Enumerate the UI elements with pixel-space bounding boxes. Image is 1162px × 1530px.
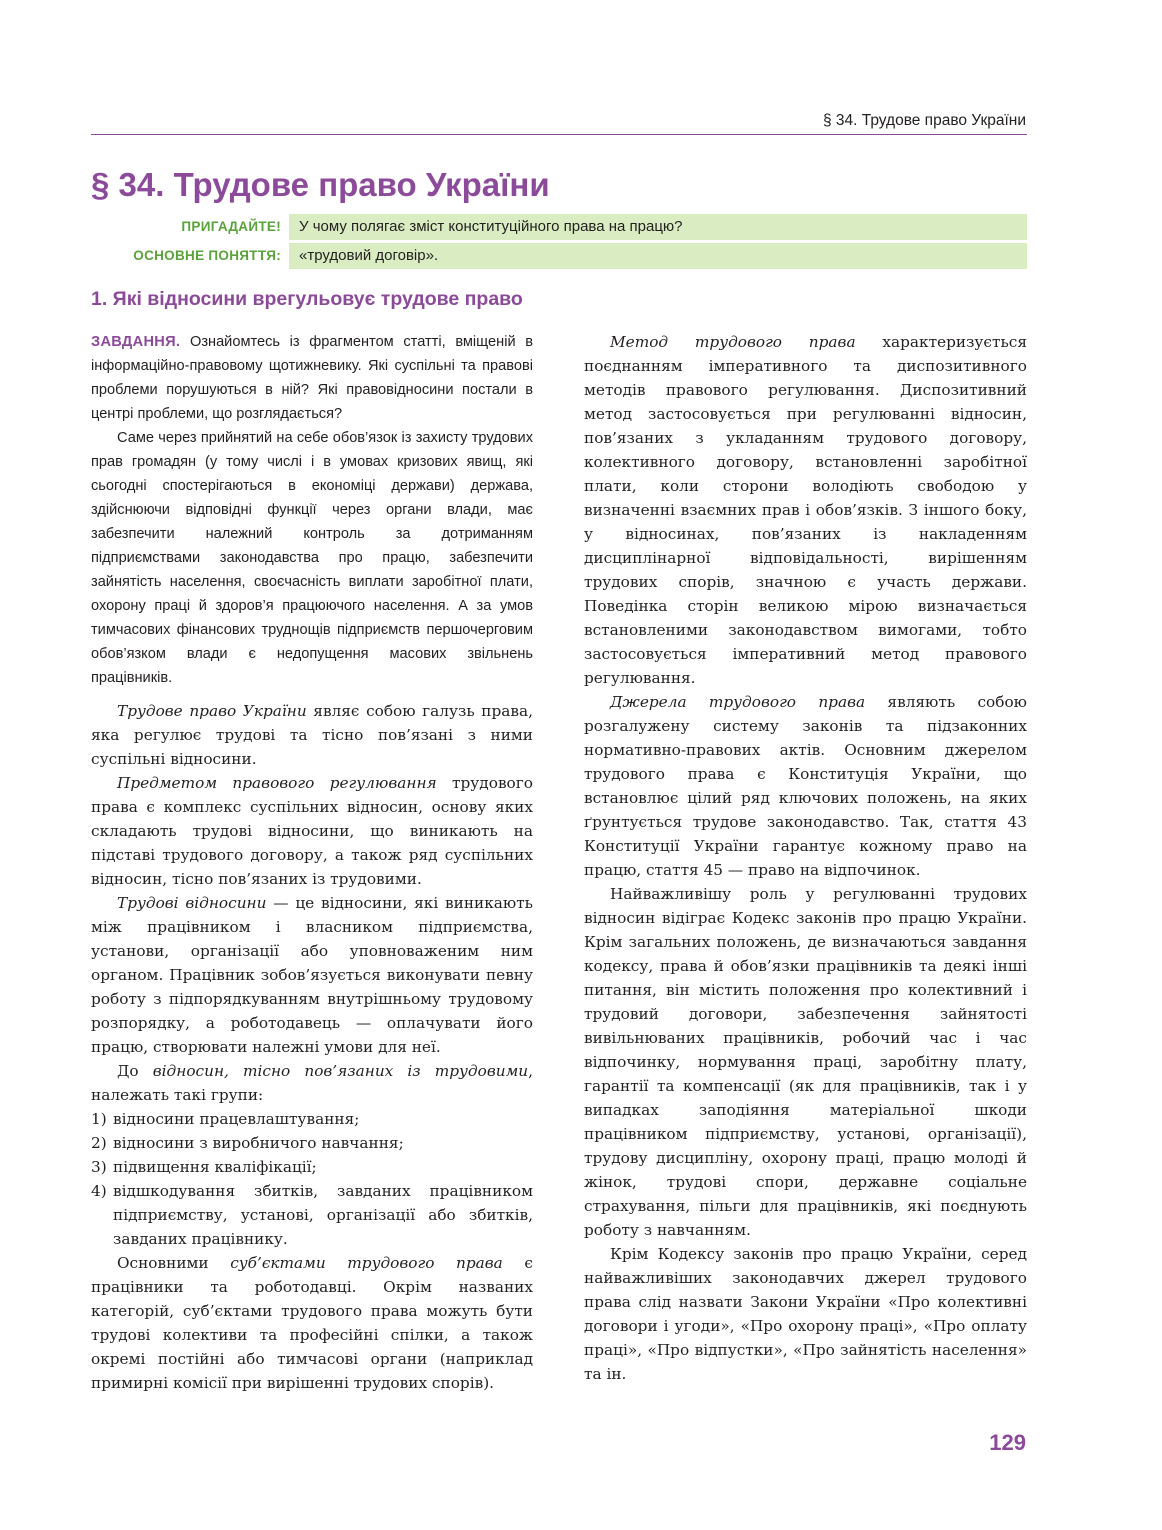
- paragraph-laws: Крім Кодексу законів про працю України, серед найважливіших законодавчих джерел трудового права слід назвати Закони України «Про колективні договори і угоди», «Про охорону праці», «Про оплату праці», «Про відпустки», «Про зайнятість населення» та ін.: [584, 1245, 1027, 1383]
- paragraph-subjects: [91, 1251, 533, 1395]
- list-number: 1): [91, 1110, 107, 1128]
- paragraph-text: є працівники та роботодавці. Окрім названих категорій, суб’єктами трудового права можуть бути трудові колективи та професійні спілки, а також окремі постійні або тимчасові органи (наприклад примирні комісії при вирішенні трудових спорів).: [91, 1254, 533, 1392]
- list-item: [91, 1179, 533, 1251]
- paragraph-text: — це відносини, які виникають між працівником і власником підприємства, установи, організації або уповноваженим ним органом. Працівник зобов’язується виконувати певну роботу з підпорядкуванням внутрішньому трудовому розпорядку, а роботодавець — оплачувати його працю, створювати належні умови для неї.: [91, 894, 534, 1056]
- paragraph-related-relations: [91, 1059, 533, 1107]
- task-block: [91, 330, 533, 690]
- remember-question: У чому полягає зміст конституційного права на працю?: [289, 214, 1027, 240]
- groups-list: [91, 1107, 533, 1251]
- paragraph-labour-code: Найважливішу роль у регулюванні трудових відносин відіграє Кодекс законів про працю України. Крім загальних положень, де визначаються завдання кодексу, права й обов’язки працівників та деякі інші питання, він містить положення про колективний і трудовий договори, забезпечення зайнятості вивільнюваних працівників, робочий час і час відпочинку, нормування праці, заробітну плату, гарантії та компенсації (як для працівників, так і у випадках заподіяння матеріальної шкоди працівником підприємству, установі, організації), трудову дисципліну, охорону праці, працю молоді й жінок, трудові спори, державне соціальне страхування, пільги для працівників, які поєднують роботу з навчанням.: [584, 885, 1027, 1239]
- right-body: [584, 330, 1027, 1386]
- list-text: відносини працевлаштування;: [113, 1110, 360, 1128]
- list-item: [91, 1107, 533, 1131]
- paragraph-text: До: [117, 1062, 153, 1080]
- list-number: 4): [91, 1182, 107, 1200]
- header-divider: [91, 134, 1027, 135]
- term-labour-relations: Трудові відносини: [117, 894, 267, 912]
- remember-row: [91, 214, 1027, 240]
- left-column: [91, 330, 533, 1395]
- paragraph-text: трудового права є комплекс суспільних відносин, основу яких складають трудові відносини, що виникають на підставі трудового договору, а також ряд суспільних відносин, тісно пов’язаних із трудовими.: [91, 774, 533, 888]
- key-concept-label: ОСНОВНЕ ПОНЯТТЯ:: [133, 248, 281, 263]
- term-subject: Предметом правового регулювання: [117, 774, 437, 792]
- list-item: [91, 1131, 533, 1155]
- term-sources: Джерела трудового права: [610, 693, 866, 711]
- right-column: [584, 330, 1027, 1386]
- page-number: 129: [989, 1430, 1026, 1455]
- paragraph-text: , належать такі групи:: [91, 1062, 533, 1104]
- remember-label: ПРИГАДАЙТЕ!: [181, 219, 281, 234]
- paragraph-text: являють собою розгалужену систему законів та підзаконних нормативно-правових актів. Основним джерелом трудового права є Конституція України, що встановлює цілий ряд ключових положень, на яких ґрунтується трудове законодавство. Так, стаття 43 Конституції України гарантує кожному право на працю, стаття 45 — право на відпочинок.: [584, 693, 1027, 879]
- term-related-relations: відносин, тісно пов’язаних із трудовими: [152, 1062, 529, 1080]
- list-item: [91, 1155, 533, 1179]
- left-body: [91, 699, 533, 1395]
- task-quote: Саме через прийнятий на себе обов’язок із захисту трудових прав громадян (у тому числі і в умовах кризових явищ, які сьогодні спостерігаються в економіці держави) держава, здійснюючи відповідні функції через органи влади, має забезпечити належний контроль за дотриманням підприємствами законодавства про працю, забезпечити зайнятість населення, своєчасність виплати заробітної плати, охорону праці й здоров’я працюючого населення. А за умов тимчасових фінансових труднощів підприємств першочерговим обов’язком влади є недопущення масових звільнень працівників.: [91, 430, 533, 686]
- term-method: Метод трудового права: [610, 333, 856, 351]
- paragraph-method: [584, 330, 1027, 690]
- running-header: § 34. Трудове право України: [822, 112, 1026, 129]
- list-text: відносини з виробничого навчання;: [113, 1134, 404, 1152]
- list-text: відшкодування збитків, завданих працівником підприємству, установі, організації або збитків, завданих працівнику.: [113, 1182, 533, 1248]
- list-number: 2): [91, 1134, 107, 1152]
- paragraph-text: Основними: [117, 1254, 231, 1272]
- term-subjects: суб’єктами трудового права: [230, 1254, 503, 1272]
- paragraph-subject: [91, 771, 533, 891]
- page-title: § 34. Трудове право України: [91, 166, 550, 203]
- task-label: ЗАВДАННЯ.: [91, 334, 181, 350]
- key-concept-row: [91, 243, 1027, 269]
- paragraph-text: являє собою галузь права, яка регулює трудові та тісно пов’язані з ними суспільні відносини.: [91, 702, 533, 768]
- list-text: підвищення кваліфікації;: [113, 1158, 317, 1176]
- task-instruction: [91, 330, 533, 426]
- paragraph-text: характеризується поєднанням імперативного та диспозитивного методів правового регулювання. Диспозитивний метод застосовується при регулюванні відносин, пов’язаних з укладанням трудового договору, колективного договору, встановленні заробітної плати, коли сторони володіють свободою у визначенні взаємних прав і обов’язків. З іншого боку, у відносинах, пов’язаних із накладенням дисциплінарної відповідальності, вирішенням трудових спорів, значною є участь держави. Поведінка сторін великою мірою визначається встановленими законодавством вимогами, тобто застосовується імперативний метод правового регулювання.: [584, 333, 1027, 687]
- key-concept-text: «трудовий договір».: [289, 243, 1027, 269]
- paragraph-labour-law: [91, 699, 533, 771]
- task-text: Ознайомтесь із фрагментом статті, вміщеній в інформаційно-правовому щотижневику. Які суспільні та правові проблеми порушуються в ній? Які правовідносини постали в центрі проблеми, що розглядається?: [91, 334, 534, 422]
- term-labour-law: Трудове право України: [117, 702, 307, 720]
- paragraph-labour-relations: [91, 891, 533, 1059]
- list-number: 3): [91, 1158, 107, 1176]
- section-heading: 1. Які відносини врегульовує трудове право: [91, 288, 523, 310]
- paragraph-sources: [584, 690, 1027, 882]
